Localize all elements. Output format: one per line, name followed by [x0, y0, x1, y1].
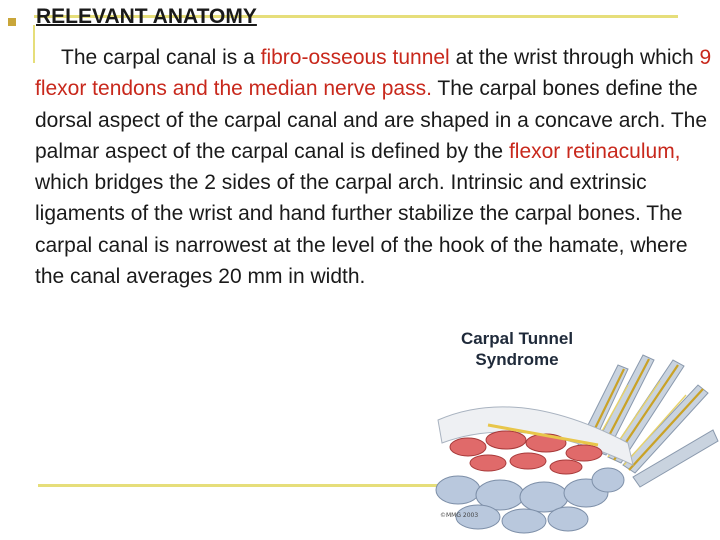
- text-segment: The carpal bones define the dorsal aspect of the carpal canal and are shaped in a concave arch. The palmar aspect of the carpal canal is defined by the: [35, 77, 708, 163]
- figure-title: Carpal Tunnel Syndrome: [460, 329, 574, 369]
- highlight-flexor-retinaculum: flexor retinaculum,: [508, 139, 681, 163]
- bullet-square-icon: [8, 18, 16, 26]
- body-paragraph: [35, 42, 717, 292]
- text-segment: at the wrist through which: [449, 46, 700, 69]
- slide-heading: RELEVANT ANATOMY: [36, 5, 257, 28]
- text-segment: which bridges the 2 sides of the carpal arch. Intrinsic and extrinsic ligaments of the wrist and hand further stabilize the carpal bones. The carpal canal is narrowest at the level of the hook of the hamate, where the canal averages 20 mm in width.: [35, 171, 688, 289]
- figure-credit: ©MMG 2003: [440, 512, 479, 519]
- highlight-fibro-osseous: fibro-osseous tunnel: [260, 46, 450, 69]
- bottom-divider-line: [38, 484, 438, 487]
- highlight-flexor-tendons: 9 flexor tendons and the median nerve pass.: [35, 46, 712, 101]
- text-segment: The carpal canal is a: [61, 46, 261, 69]
